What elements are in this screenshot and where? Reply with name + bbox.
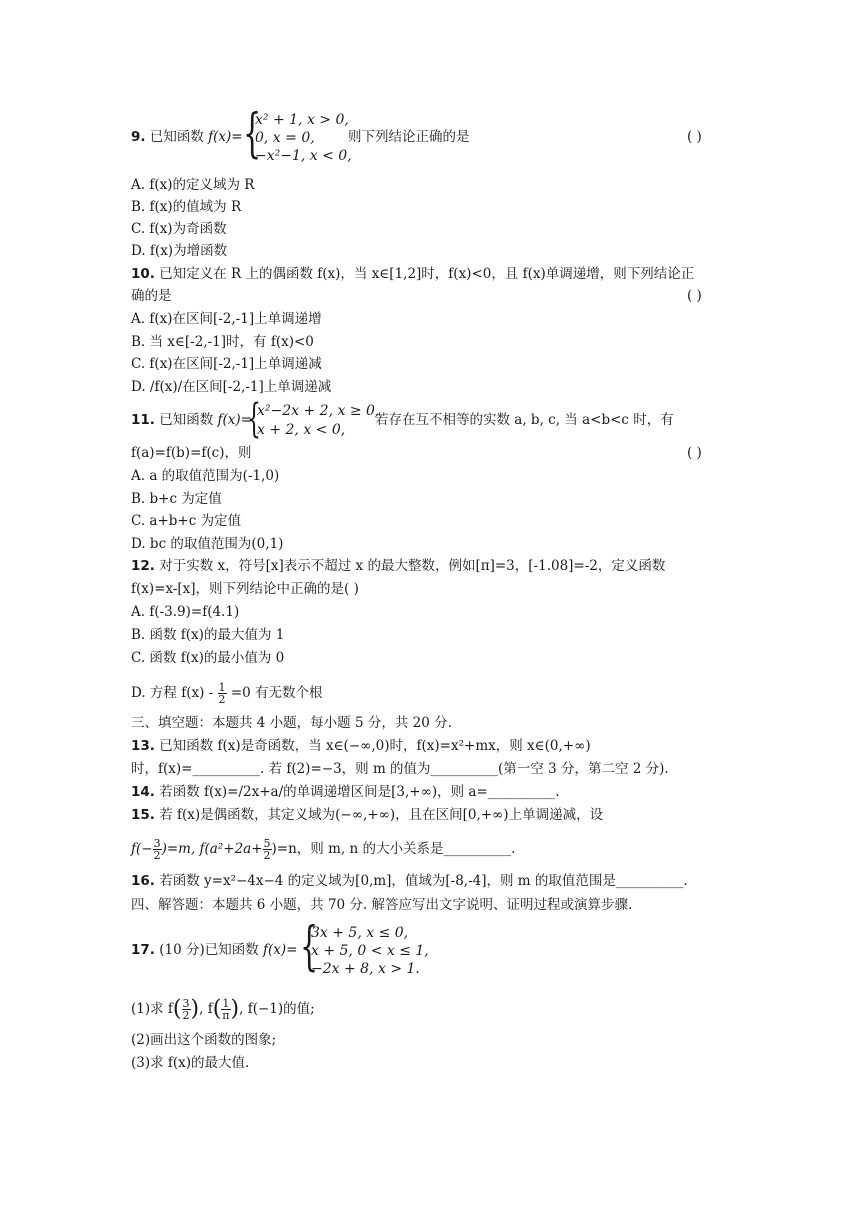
q12-text1: 对于实数 x，符号[x]表示不超过 x 的最大整数，例如[π]=3，[-1.08]=-2，定义函数 [159,558,666,574]
q17-case-3: −2x + 8, x > 1. [311,961,420,977]
fraction-numerator: 3 [182,997,190,1010]
fraction-denominator: 2 [218,693,226,706]
q12-option-d-after: =0 有无数个根 [230,685,323,701]
q12-number: 12. [131,558,155,574]
q11-number: 11. [131,412,155,428]
q16-text: 若函数 y=x²−4x−4 的定义域为[0,m]，值域为[-8,-4]，则 m 的取值范围是__________. [159,873,688,889]
fraction-denominator: π [222,1009,230,1022]
q17-stem-before: (10 分)已知函数 [159,942,259,958]
q17-part1 [131,998,315,1021]
q10-number: 10. [131,266,155,282]
q15-line2 [131,838,515,861]
q12-option-d-before: D. 方程 f(x) - [131,685,214,701]
q11-option-b: B. b+c 为定值 [131,491,222,507]
q11-stem-line2: f(a)=f(b)=f(c)，则 [131,445,252,461]
q11-option-c: C. a+b+c 为定值 [131,513,242,529]
section3-heading: 三、填空题：本题共 4 小题，每小题 5 分，共 20 分. [131,715,452,731]
q14-text: 若函数 f(x)=/2x+a/的单调递增区间是[3,+∞)，则 a=__________. [159,784,560,800]
fraction-numerator: 5 [263,837,271,850]
q9-stem-after: 则下列结论正确的是 [348,129,470,145]
q13-text1: 已知函数 f(x)是奇函数，当 x∈(−∞,0)时，f(x)=x²+mx，则 x∈(0,+∞) [159,738,591,754]
q10-option-a: A. f(x)在区间[-2,-1]上单调递增 [131,311,322,327]
q9-number: 9. [131,129,146,145]
q17-fraction-2 [221,998,230,1021]
q16-line [131,872,688,890]
q12-option-c: C. 函数 f(x)的最小值为 0 [131,650,285,666]
q10-text1: 已知定义在 R 上的偶函数 f(x)，当 x∈[1,2]时，f(x)<0，且 f(x)单调递增，则下列结论正 [159,266,695,282]
q11-stem-before: 已知函数 [159,412,214,428]
q15-fraction-2 [263,838,272,861]
fraction-denominator: 2 [153,849,161,862]
q11-case-1: x²−2x + 2, x ≥ 0, [257,403,380,419]
q10-stem-line2: 确的是 [131,288,172,304]
q12-option-d-fraction [218,682,227,705]
q9-option-a: A. f(x)的定义域为 R [131,177,255,193]
q9-case-3: −x²−1, x < 0, [255,148,352,164]
q13-number: 13. [131,738,155,754]
q9-stem-before: 已知函数 [149,129,204,145]
q15-number: 15. [131,807,155,823]
q11-answer-paren: ( ) [687,445,702,461]
q13-line2: 时，f(x)=__________. 若 f(2)=−3，则 m 的值为__________(第一空 3 分，第二空 2 分). [131,761,669,777]
q11-fx: f(x)= [217,412,252,428]
q11-stem-after: 若存在互不相等的实数 a, b, c, 当 a<b<c 时，有 [375,412,674,428]
q12-stem-line1 [131,557,665,575]
q9-case-1: x² + 1, x > 0, [255,112,349,128]
q9-option-d: D. f(x)为增函数 [131,243,228,259]
q15-l2a: f(− [131,841,153,857]
q10-option-d: D. /f(x)/在区间[-2,-1]上单调递减 [131,379,332,395]
q13-line1 [131,737,591,755]
left-paren: ( [172,996,182,1022]
q9-case-2: 0, x = 0, [255,130,315,146]
q10-stem-line1 [131,265,694,283]
q12-stem-line2: f(x)=x-[x]，则下列结论中正确的是( ) [131,581,359,597]
q16-number: 16. [131,873,155,889]
q17-case-1: 3x + 5, x ≤ 0, [311,925,409,941]
q17-stem [131,941,298,959]
q15-l2c: )=n，则 m, n 的大小关系是__________. [271,841,516,857]
right-paren: ) [190,996,200,1022]
q12-option-b: B. 函数 f(x)的最大值为 1 [131,627,285,643]
section4-heading: 四、解答题：本题共 6 小题，共 70 分. 解答应写出文字说明、证明过程或演算步骤. [131,897,633,913]
q12-option-d [131,682,323,705]
q9-option-b: B. f(x)的值域为 R [131,199,242,215]
q9-stem [131,128,243,146]
q17-p1b: , f [199,1001,213,1017]
q15-line1 [131,806,603,824]
q17-case-2: x + 5, 0 < x ≤ 1, [311,943,429,959]
q17-number: 17. [131,942,155,958]
q15-fraction-1 [153,838,162,861]
q9-fx: f(x)= [208,129,243,145]
q9-brace: { [243,104,262,164]
q9-answer-paren: ( ) [687,129,702,145]
fraction-numerator: 1 [218,681,226,694]
q12-option-a: A. f(-3.9)=f(4.1) [131,604,240,620]
fraction-denominator: 2 [263,849,271,862]
q11-stem [131,411,252,429]
q14-number: 14. [131,784,155,800]
right-paren: ) [230,996,240,1022]
q9-option-c: C. f(x)为奇函数 [131,221,227,237]
q17-part3: (3)求 f(x)的最大值. [131,1055,250,1071]
q17-fx: f(x)= [263,942,298,958]
q10-answer-paren: ( ) [687,288,702,304]
q11-case-2: x + 2, x < 0, [257,422,346,438]
q17-brace: { [300,917,319,977]
fraction-numerator: 1 [222,997,230,1010]
q11-option-d: D. bc 的取值范围为(0,1) [131,536,284,552]
q17-fraction-1 [182,998,191,1021]
q17-p1c: , f(−1)的值; [239,1001,315,1017]
fraction-numerator: 3 [153,837,161,850]
q10-option-b: B. 当 x∈[-2,-1]时，有 f(x)<0 [131,334,314,350]
q17-part2: (2)画出这个函数的图象; [131,1032,277,1048]
q11-brace: { [247,396,261,442]
q15-l2b: )=m, f(a²+2a+ [161,841,263,857]
left-paren: ( [212,996,222,1022]
q17-p1a: (1)求 f [131,1001,173,1017]
q11-option-a: A. a 的取值范围为(-1,0) [131,468,280,484]
q10-option-c: C. f(x)在区间[-2,-1]上单调递减 [131,356,322,372]
fraction-denominator: 2 [182,1009,190,1022]
q15-text1: 若 f(x)是偶函数，其定义域为(−∞,+∞)，且在区间[0,+∞)上单调递减，设 [159,807,604,823]
q14-line [131,783,560,801]
